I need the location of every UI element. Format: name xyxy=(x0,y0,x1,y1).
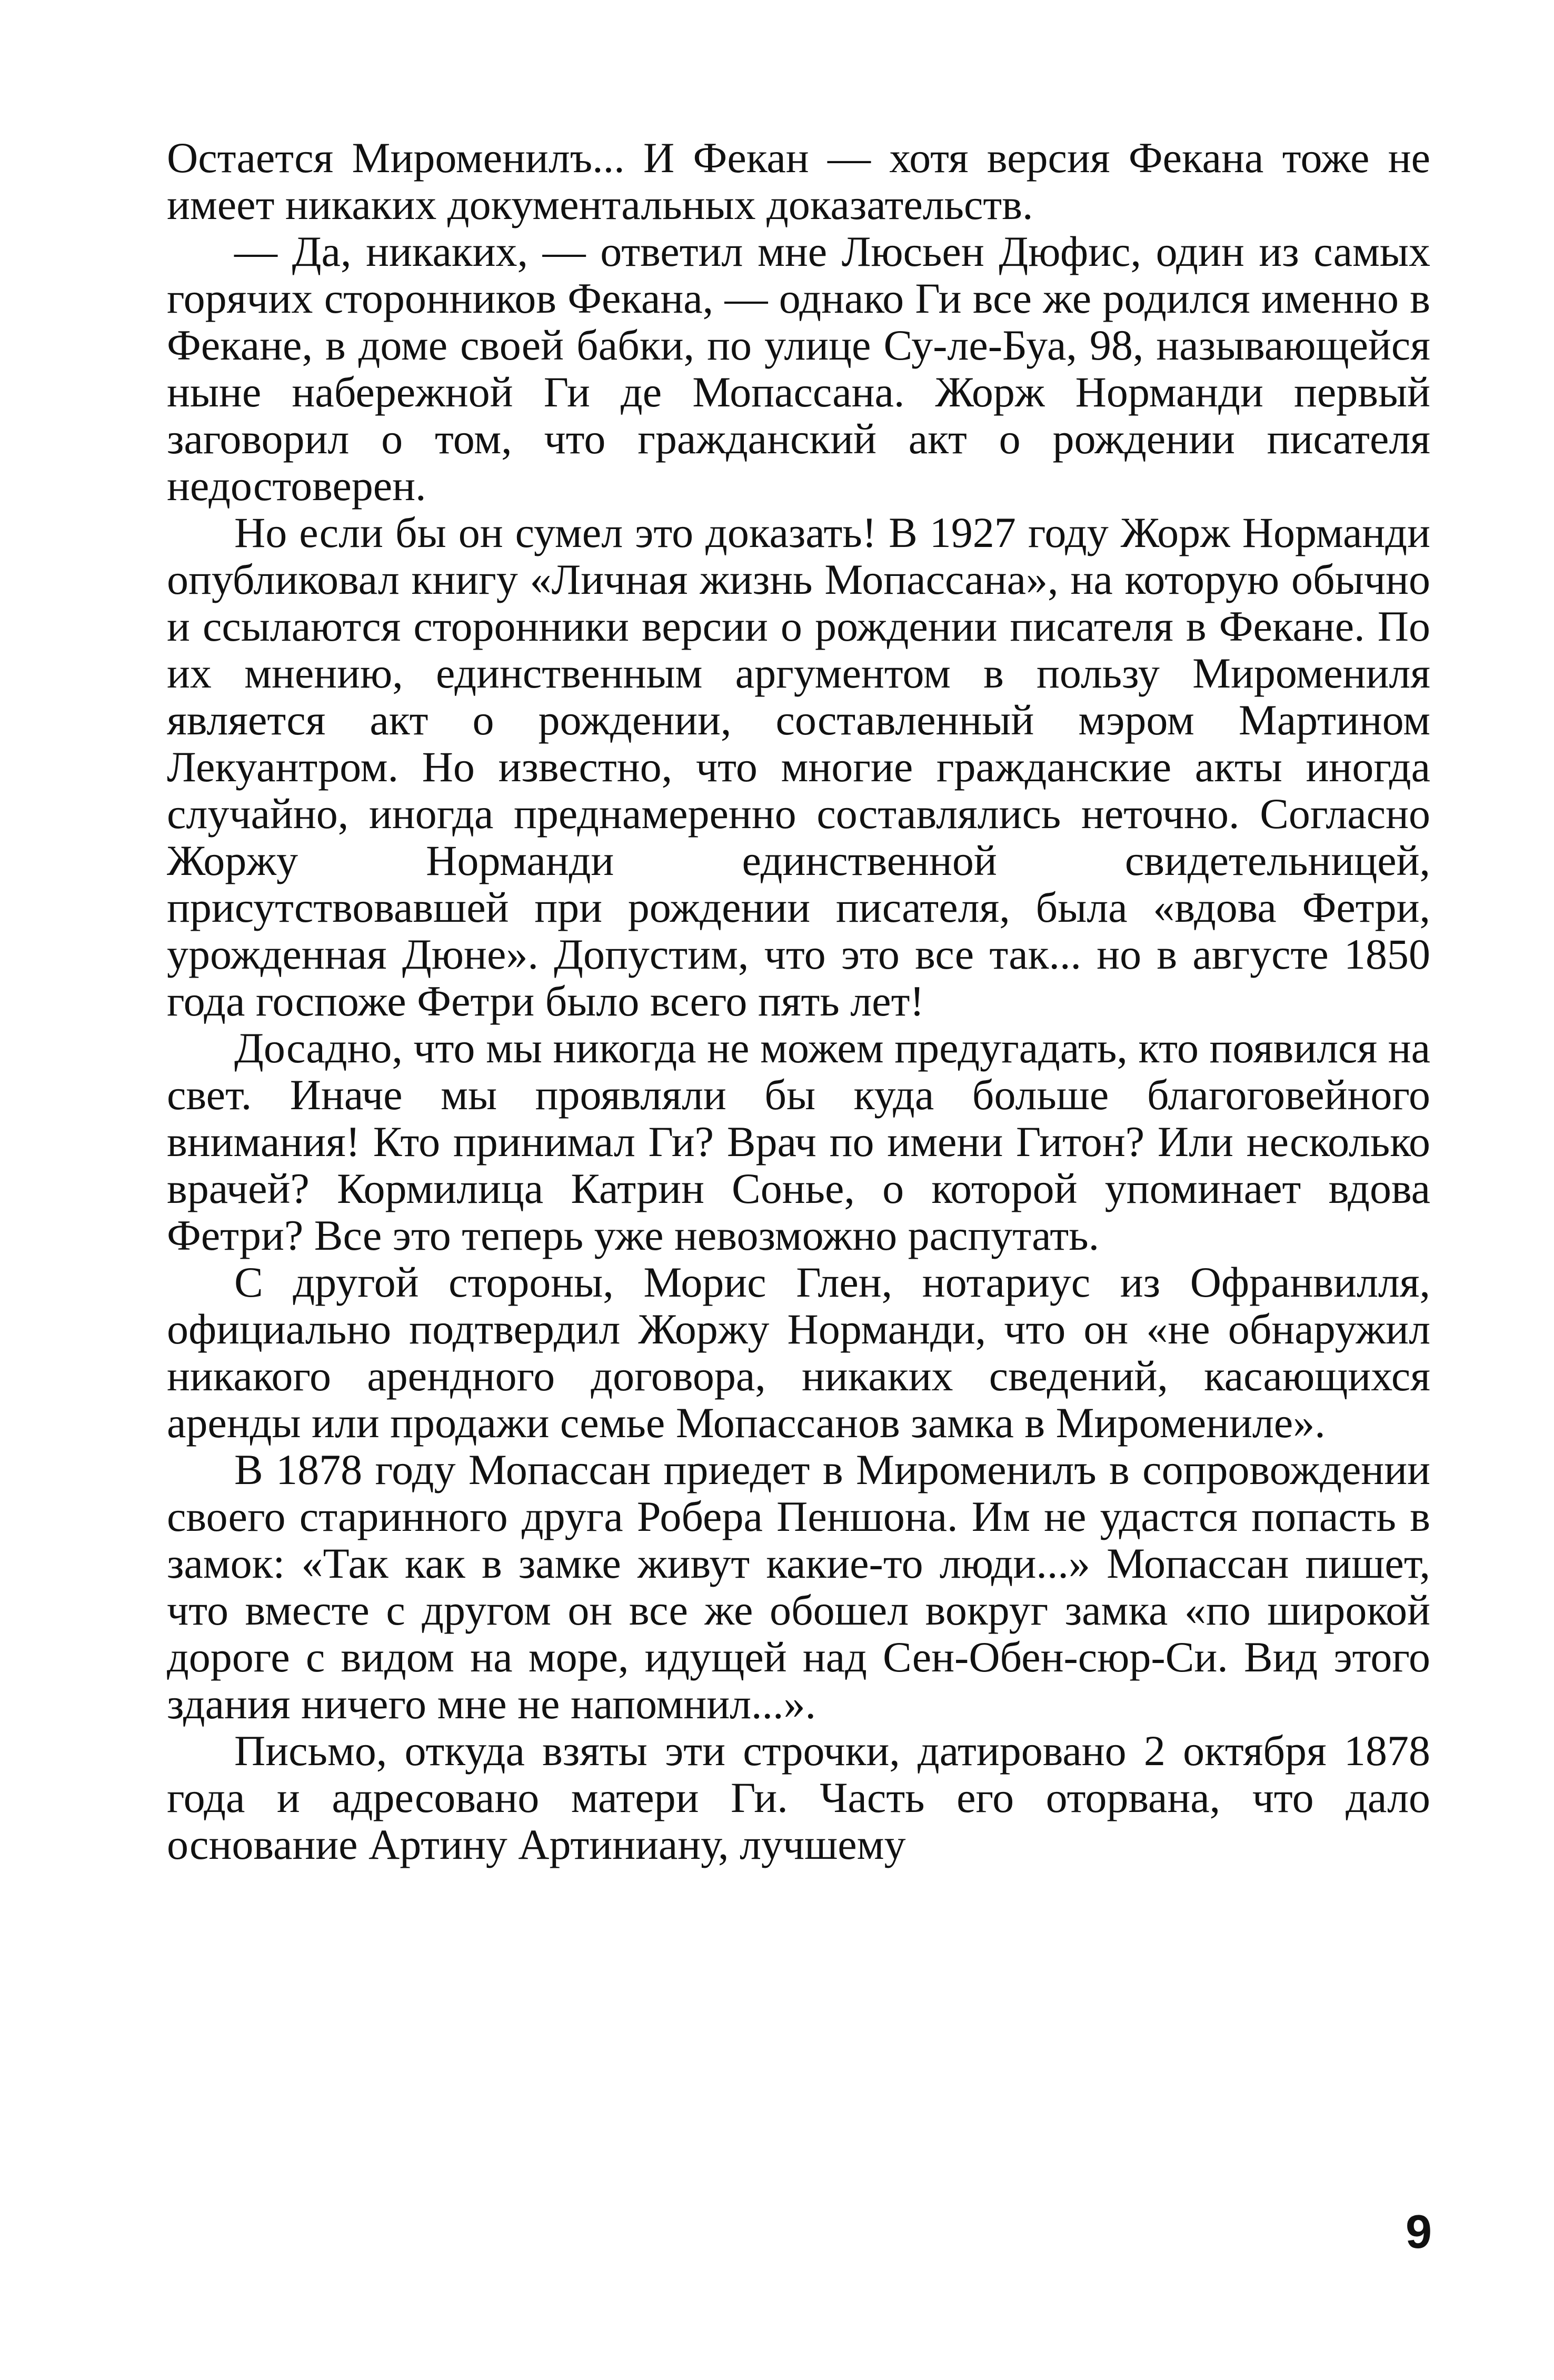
paragraph: В 1878 году Мопассан приедет в Мироменилъ в сопровождении своего старинного друга Робера Пеншона. Им не удастся попасть в замок: «Так как в замке живут какие-то люди...» Мопассан пишет, что вместе с другом он все же обошел вокруг замка «по широкой дороге с видом на море, идущей над Сен-Обен-сюр-Си. Вид этого здания ничего мне не напомнил...». xyxy=(167,1446,1430,1728)
paragraph: С другой стороны, Морис Глен, нотариус из Офранвилля, официально подтвердил Жоржу Норманди, что он «не обнаружил никакого арендного договора, никаких сведений, касающихся аренды или продажи семье Мопассанов замка в Миромениле». xyxy=(167,1258,1430,1447)
paragraph: Досадно, что мы никогда не можем предугадать, кто появился на свет. Иначе мы проявляли бы куда больше благоговейного внимания! Кто принимал Ги? Врач по имени Гитон? Или несколько врачей? Кормилица Катрин Сонье, о которой упоминает вдова Фетри? Все это теперь уже невозможно распутать. xyxy=(167,1024,1430,1259)
paragraph: Остается Мироменилъ... И Фекан — хотя версия Фекана тоже не имеет никаких документальных доказательств. xyxy=(167,134,1430,228)
paragraph: Но если бы он сумел это доказать! В 1927 году Жорж Норманди опубликовал книгу «Личная жизнь Мопассана», на которую обычно и ссылаются сторонники версии о рождении писателя в Фекане. По их мнению, единственным аргументом в пользу Миромениля является акт о рождении, составленный мэром Мартином Лекуантром. Но известно, что многие гражданские акты иногда случайно, иногда преднамеренно составлялись неточно. Согласно Жоржу Норманди единственной свидетельницей, присутствовавшей при рождении писателя, была «вдова Фетри, урожденная Дюне». Допустим, что это все так... но в августе 1850 года госпоже Фетри было всего пять лет! xyxy=(167,509,1430,1025)
body-text xyxy=(167,134,1430,1868)
page-number: 9 xyxy=(1405,2206,1432,2258)
paragraph: — Да, никаких, — ответил мне Люсьен Дюфис, один из самых горячих сторонников Фекана, — однако Ги все же родился именно в Фекане, в доме своей бабки, по улице Су-ле-Буа, 98, называющейся ныне набережной Ги де Мопассана. Жорж Норманди первый заговорил о том, что гражданский акт о рождении писателя недостоверен. xyxy=(167,227,1430,510)
paragraph: Письмо, откуда взяты эти строчки, датировано 2 октября 1878 года и адресовано матери Ги. Часть его оторвана, что дало основание Артину Артиниану, лучшему xyxy=(167,1727,1430,1868)
